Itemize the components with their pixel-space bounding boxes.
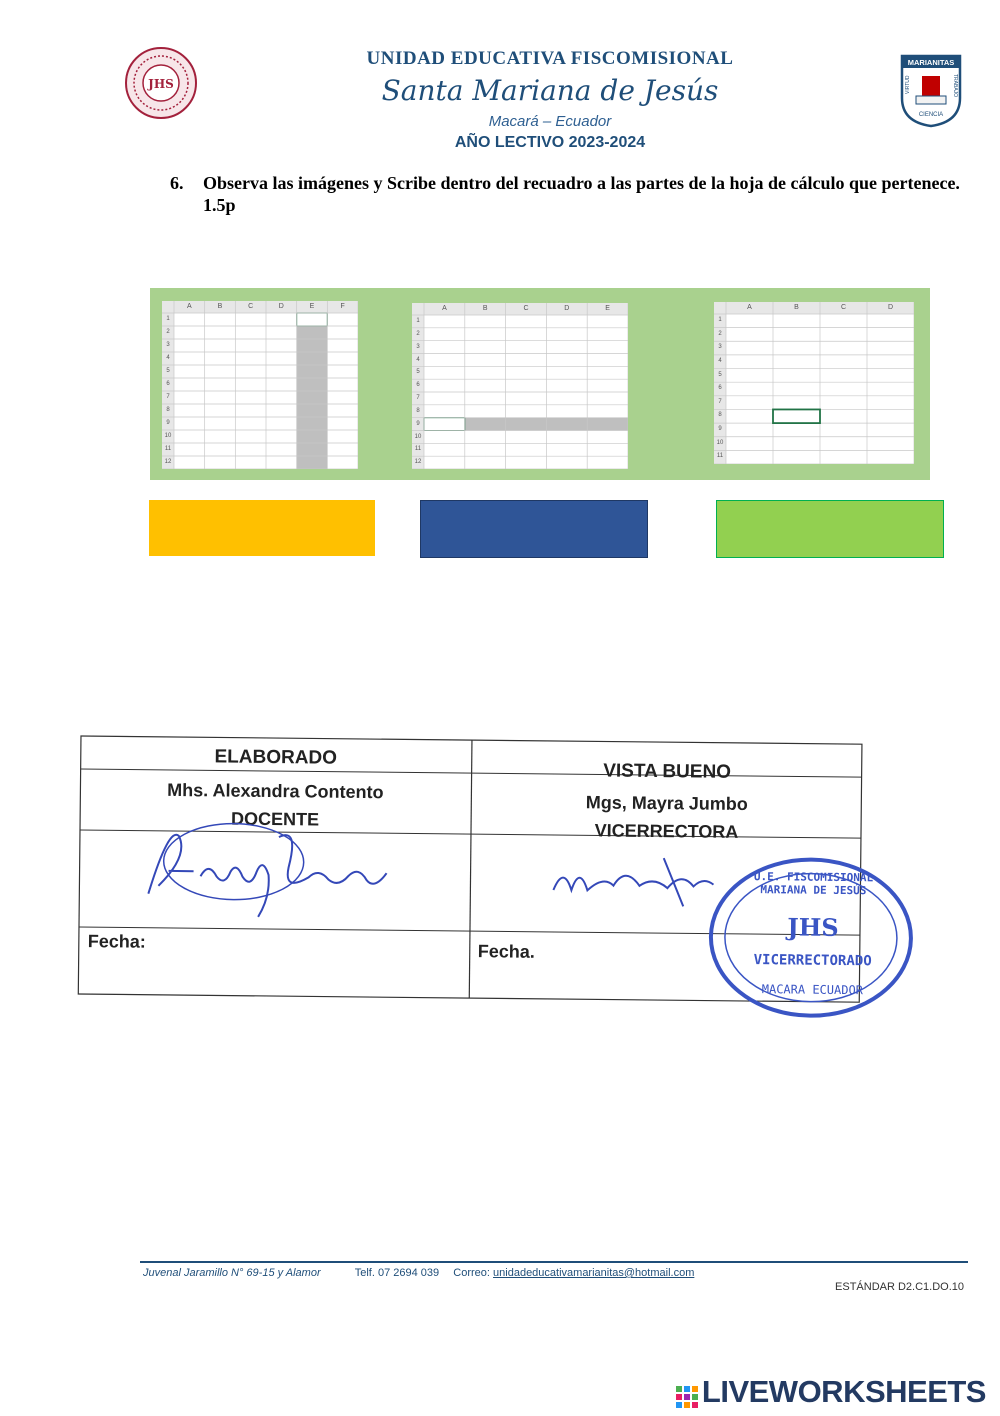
row-header-label: 7 [166,394,170,400]
row-header-label: 1 [416,318,420,324]
footer-standard-code: ESTÁNDAR D2.C1.DO.10 [835,1281,964,1293]
svg-text:VIRTUD: VIRTUD [905,75,911,94]
vicerrectora-name: Mgs, Mayra Jumbo [585,792,748,814]
row-header-label: 5 [166,368,170,374]
footer-phone: Telf. 07 2694 039 [354,1267,440,1279]
column-header-label: F [340,303,345,310]
column-header-label: C [840,304,847,311]
column-header-label: B [217,303,223,310]
institution-title: UNIDAD EDUCATIVA FISCOMISIONAL [366,48,734,69]
row-sheet-image [412,303,628,469]
row-header-label: 5 [718,371,722,378]
row-header-label: 3 [718,344,722,351]
school-logo-right [898,52,964,128]
row-header-label: 12 [164,459,172,465]
answer-box-2[interactable] [420,500,648,558]
cell-sheet-image [714,302,914,464]
row-header-label: 1 [718,317,722,323]
liveworksheets-icon [676,1380,698,1402]
column-sheet-image [162,301,358,469]
row-header-label: 11 [164,446,172,452]
row-header-label: 11 [716,453,724,460]
column-header-label: D [887,304,894,311]
row-header-label: 11 [414,446,422,453]
elaborado-header: ELABORADO [214,746,338,769]
svg-text:MARIANITAS: MARIANITAS [907,58,955,67]
visto-bueno-header: VISTA BUENO [603,760,732,783]
row-header-label: 10 [164,433,172,439]
row-header-label: 6 [718,385,722,392]
row-header-label: 8 [166,407,170,413]
row-header-label: 3 [166,342,170,348]
row-header-label: 9 [166,420,170,426]
column-header-label: C [523,305,529,312]
row-header-label: 4 [718,357,722,364]
teacher-signature [138,816,399,929]
row-header-label: 1 [166,316,170,322]
school-name: Santa Mariana de Jesús [381,74,719,107]
svg-text:TRABAJO: TRABAJO [952,74,958,98]
stamp-center-text: JHS [787,912,839,942]
column-header-label: B [482,305,488,312]
stamp-middle-text: VICERRECTORADO [753,952,872,970]
school-logo-left [124,46,198,120]
teacher-role: DOCENTE [231,808,320,830]
column-header-label: D [564,305,570,312]
question-number: 6. [170,173,184,193]
row-header-label: 4 [416,356,420,363]
row-header-label: 6 [166,381,170,387]
teacher-name: Mhs. Alexandra Contento [167,779,384,803]
spreadsheet-images-panel [150,288,930,480]
liveworksheets-logo[interactable] [676,1374,986,1410]
column-header-label: D [278,303,284,310]
row-header-label: 7 [416,395,420,401]
row-header-label: 5 [416,369,420,376]
footer-contact [143,1267,694,1279]
row-header-label: 2 [718,330,722,337]
column-header-label: B [794,304,799,311]
fecha-left-label: Fecha: [87,931,146,952]
fecha-right-label: Fecha. [477,941,535,962]
answer-box-3[interactable] [716,500,944,558]
footer-email-label: Correo: [453,1267,490,1279]
question-6 [170,172,970,216]
row-header-label: 8 [416,407,420,414]
answer-box-1[interactable] [149,500,375,556]
column-header-label: A [747,304,752,311]
row-header-label: 9 [416,420,420,427]
column-header-label: C [248,303,254,310]
row-header-label: 9 [718,426,722,433]
row-header-label: 6 [416,382,420,389]
school-year: AÑO LECTIVO 2023-2024 [454,134,646,151]
row-header-label: 8 [718,412,722,419]
column-header-label: E [605,305,610,312]
vicerrectora-role: VICERRECTORA [594,820,739,842]
footer-divider [140,1261,968,1263]
column-header-label: A [442,305,447,312]
stamp-top-text: U.E. FISCOMISIONAL MARIANA DE JESÚS [753,870,874,898]
liveworksheets-text: LIVEWORKSHEETS [701,1374,986,1409]
row-header-label: 3 [416,343,420,350]
svg-text:JHS: JHS [148,77,174,91]
row-header-label: 2 [416,330,420,337]
row-header-label: 2 [166,329,170,335]
school-city: Macará – Ecuador [488,113,612,130]
svg-text:CIENCIA: CIENCIA [918,112,944,118]
row-header-label: 12 [414,459,422,466]
question-text: Observa las imágenes y Scribe dentro del recuadro a las partes de la hoja de cálculo que pertenece. 1.5p [203,173,960,215]
column-header-label: A [186,303,192,310]
row-header-label: 4 [166,355,170,361]
row-header-label: 7 [718,398,722,405]
footer-address: Juvenal Jaramillo N° 69-15 y Alamor [143,1267,321,1279]
signature-table [77,735,874,1003]
row-header-label: 10 [414,433,422,440]
stamp-bottom-text: MACARA ECUADOR [761,982,864,998]
footer-email-link[interactable]: unidadeducativamarianitas@hotmail.com [493,1267,695,1279]
column-header-label: E [309,303,315,310]
row-header-label: 10 [716,439,724,446]
